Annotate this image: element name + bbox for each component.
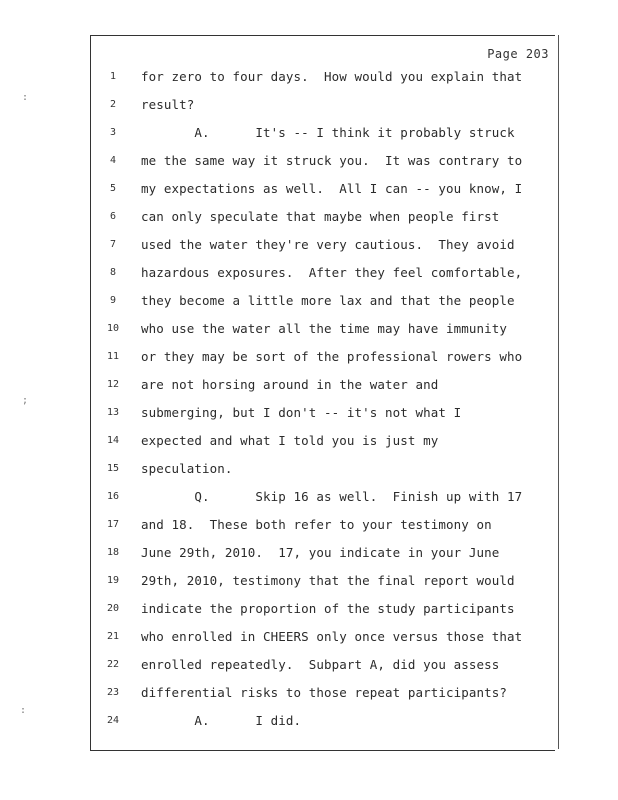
line-number: 13	[106, 407, 120, 418]
line-number: 9	[109, 295, 117, 306]
line-number: 4	[109, 155, 117, 166]
transcript-line	[91, 319, 555, 347]
line-number: 1	[109, 71, 117, 82]
line-text: they become a little more lax and that the people	[141, 293, 515, 308]
line-number: 3	[109, 127, 117, 138]
transcript-line	[91, 599, 555, 627]
line-number: 14	[106, 435, 120, 446]
line-number: 24	[106, 715, 120, 726]
transcript-line	[91, 235, 555, 263]
transcript-line	[91, 151, 555, 179]
line-text: are not horsing around in the water and	[141, 377, 439, 392]
transcript-line	[91, 627, 555, 655]
line-text: differential risks to those repeat participants?	[141, 685, 508, 700]
line-text: June 29th, 2010. 17, you indicate in your June	[141, 545, 500, 560]
transcript-line	[91, 543, 555, 571]
transcript-line	[91, 291, 555, 319]
transcript-line	[91, 403, 555, 431]
transcript-line	[91, 347, 555, 375]
line-number: 10	[106, 323, 120, 334]
scan-mark: ;	[22, 395, 29, 406]
line-text: expected and what I told you is just my	[141, 433, 439, 448]
transcript-line	[91, 655, 555, 683]
line-text: hazardous exposures. After they feel comfortable,	[141, 265, 523, 280]
line-number: 7	[109, 239, 117, 250]
transcript-line	[91, 711, 555, 739]
line-text: submerging, but I don't -- it's not what I	[141, 405, 462, 420]
line-text: enrolled repeatedly. Subpart A, did you assess	[141, 657, 500, 672]
transcript-line	[91, 179, 555, 207]
line-number: 20	[106, 603, 120, 614]
line-text: result?	[141, 97, 195, 112]
line-number: 11	[106, 351, 120, 362]
line-number: 21	[106, 631, 120, 642]
line-text: or they may be sort of the professional rowers who	[141, 349, 523, 364]
line-text: speculation.	[141, 461, 233, 476]
line-text: indicate the proportion of the study participants	[141, 601, 515, 616]
line-number: 12	[106, 379, 120, 390]
transcript-line	[91, 431, 555, 459]
transcript-page	[90, 35, 555, 751]
transcript-line	[91, 263, 555, 291]
line-number: 16	[106, 491, 120, 502]
line-text: who use the water all the time may have immunity	[141, 321, 508, 336]
line-number: 23	[106, 687, 120, 698]
line-number: 22	[106, 659, 120, 670]
transcript-line	[91, 123, 555, 151]
line-text: used the water they're very cautious. They avoid	[141, 237, 515, 252]
right-margin-rule	[558, 35, 559, 749]
line-number: 8	[109, 267, 117, 278]
line-text: me the same way it struck you. It was contrary to	[141, 153, 523, 168]
page-number: Page 203	[487, 47, 549, 61]
transcript-line	[91, 459, 555, 487]
scan-mark: :	[22, 92, 29, 103]
transcript-lines	[91, 67, 555, 739]
line-number: 2	[109, 99, 117, 110]
line-text: can only speculate that maybe when people first	[141, 209, 500, 224]
line-number: 19	[106, 575, 120, 586]
transcript-line	[91, 515, 555, 543]
line-number: 17	[106, 519, 120, 530]
transcript-line	[91, 487, 555, 515]
line-text: who enrolled in CHEERS only once versus those that	[141, 629, 523, 644]
line-text: and 18. These both refer to your testimony on	[141, 517, 492, 532]
line-text: for zero to four days. How would you explain that	[141, 69, 523, 84]
scan-mark: :	[20, 705, 27, 716]
line-text: Q. Skip 16 as well. Finish up with 17	[141, 489, 523, 504]
line-text: 29th, 2010, testimony that the final report would	[141, 573, 515, 588]
transcript-line	[91, 67, 555, 95]
transcript-line	[91, 683, 555, 711]
line-text: A. I did.	[141, 713, 302, 728]
line-number: 18	[106, 547, 120, 558]
line-text: my expectations as well. All I can -- you know, I	[141, 181, 523, 196]
transcript-line	[91, 95, 555, 123]
line-number: 5	[109, 183, 117, 194]
line-number: 15	[106, 463, 120, 474]
line-text: A. It's -- I think it probably struck	[141, 125, 515, 140]
transcript-line	[91, 571, 555, 599]
line-number: 6	[109, 211, 117, 222]
transcript-line	[91, 375, 555, 403]
transcript-line	[91, 207, 555, 235]
